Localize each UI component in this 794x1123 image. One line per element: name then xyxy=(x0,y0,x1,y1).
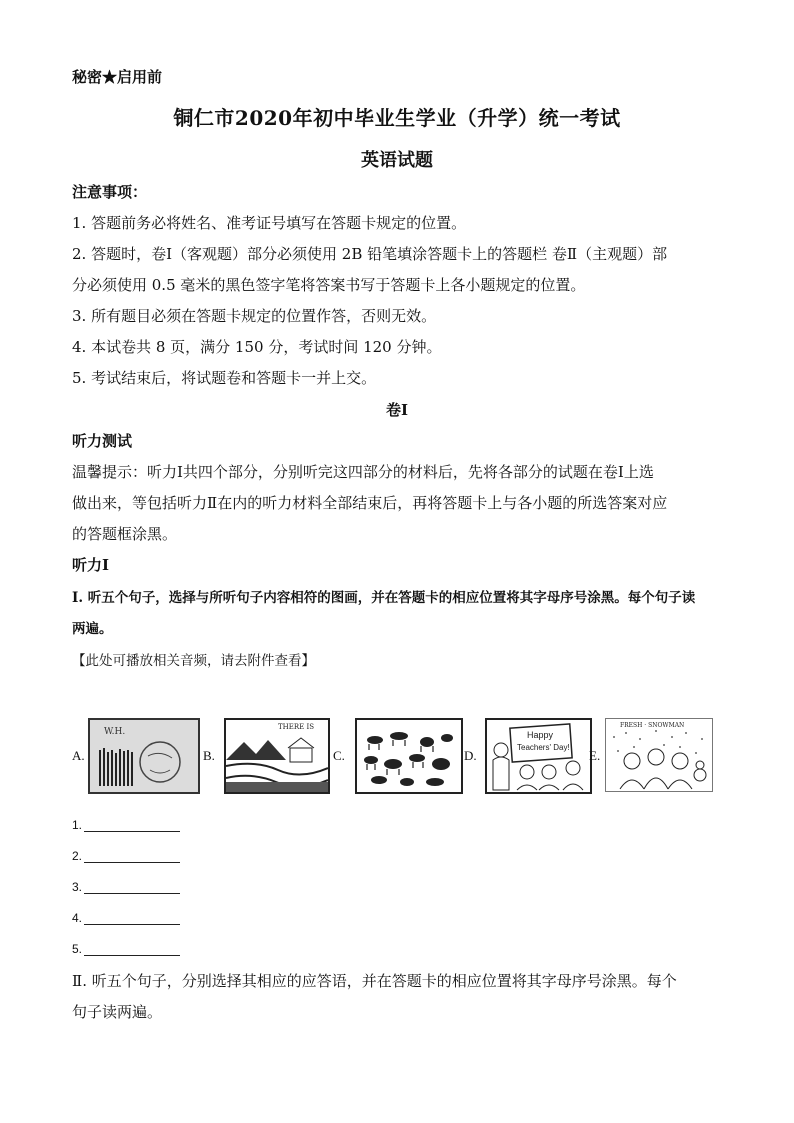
section2-instruction-cont: 句子读两遍。 xyxy=(72,1003,163,1021)
shadow-puppet-picture xyxy=(88,718,200,794)
snow-festival-picture xyxy=(605,718,713,792)
animals-picture xyxy=(355,718,463,794)
option-letter: A. xyxy=(72,748,85,763)
answer-number: 5. xyxy=(72,942,83,956)
answer-line-4[interactable] xyxy=(72,911,180,925)
svg-text:W.H.: W.H. xyxy=(104,727,126,737)
notice-heading: 注意事项： xyxy=(72,183,148,201)
answer-line-3[interactable] xyxy=(72,880,180,894)
blank-field[interactable] xyxy=(84,943,180,956)
blank-field[interactable] xyxy=(84,850,180,863)
volume-label: 卷Ⅰ xyxy=(385,401,409,419)
section1-instruction-cont: 两遍。 xyxy=(72,621,113,637)
section1-instruction: Ⅰ. 听五个句子，选择与所听句子内容相符的图画，并在答题卡的相应位置将其字母序号涂黑。每个句子读 xyxy=(72,590,696,606)
listening-tip-2: 做出来，等包括听力Ⅱ在内的听力材料全部结束后，再将答题卡上与各小题的所选答案对应 xyxy=(72,494,668,512)
answer-line-2[interactable] xyxy=(72,849,180,863)
exam-title: 铜仁市2020年初中毕业生学业（升学）统一考试 xyxy=(173,106,621,130)
answer-number: 2. xyxy=(72,849,83,863)
subject-title: 英语试题 xyxy=(361,150,433,171)
listening-heading: 听力测试 xyxy=(72,432,133,450)
listening-tip-3: 的答题框涂黑。 xyxy=(72,525,178,543)
listening-tip-1: 温馨提示：听力Ⅰ共四个部分，分别听完这四部分的材料后，先将各部分的试题在卷Ⅰ上选 xyxy=(72,463,654,481)
answer-number: 1. xyxy=(72,818,83,832)
svg-text:FRESH · SNOWMAN: FRESH · SNOWMAN xyxy=(620,722,685,729)
landscape-picture xyxy=(224,718,330,794)
blank-field[interactable] xyxy=(84,881,180,894)
option-letter: D. xyxy=(464,748,477,763)
notice-item-1: 1. 答题前务必将姓名、准考证号填写在答题卡规定的位置。 xyxy=(72,214,467,232)
answer-number: 3. xyxy=(72,880,83,894)
notice-item-4: 4. 本试卷共 8 页，满分 150 分，考试时间 120 分钟。 xyxy=(72,338,442,356)
answer-line-1[interactable] xyxy=(72,818,180,832)
secret-mark: 秘密★启用前 xyxy=(72,68,163,86)
answer-line-5[interactable] xyxy=(72,942,180,956)
blank-field[interactable] xyxy=(84,912,180,925)
option-letter: C. xyxy=(333,748,345,763)
blank-field[interactable] xyxy=(84,819,180,832)
notice-item-2: 2. 答题时，卷Ⅰ（客观题）部分必须使用 2B 铅笔填涂答题卡上的答题栏 卷Ⅱ（主观题）部 xyxy=(72,245,668,263)
notice-item-2-cont: 分必须使用 0.5 毫米的黑色签字笔将答案书写于答题卡上各小题规定的位置。 xyxy=(72,276,586,294)
svg-text:Happy: Happy xyxy=(527,730,554,740)
answer-number: 4. xyxy=(72,911,83,925)
audio-note: 【此处可播放相关音频，请去附件查看】 xyxy=(72,653,315,669)
svg-text:THERE IS: THERE IS xyxy=(278,723,315,731)
option-letter: B. xyxy=(203,748,215,763)
svg-text:Teachers' Day!: Teachers' Day! xyxy=(517,743,570,752)
teachers-day-picture xyxy=(485,718,592,794)
option-letter: E. xyxy=(589,748,601,763)
notice-item-3: 3. 所有题目必须在答题卡规定的位置作答，否则无效。 xyxy=(72,307,437,325)
picture-options xyxy=(72,718,732,798)
notice-item-5: 5. 考试结束后，将试题卷和答题卡一并上交。 xyxy=(72,369,377,387)
section2-instruction: Ⅱ. 听五个句子，分别选择其相应的应答语，并在答题卡的相应位置将其字母序号涂黑。每个 xyxy=(72,972,677,990)
listening-part-title: 听力Ⅰ xyxy=(72,556,110,574)
